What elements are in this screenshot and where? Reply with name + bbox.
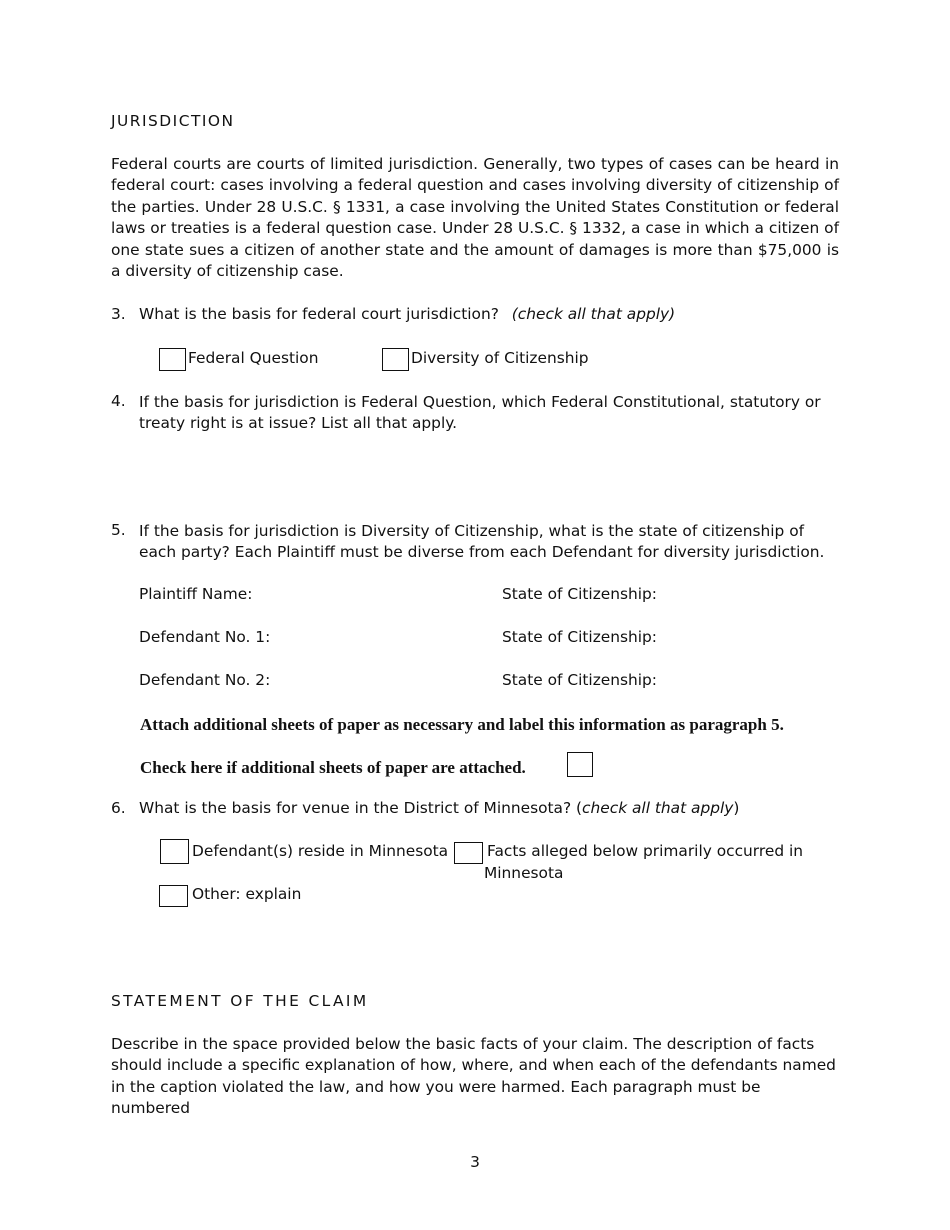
q6-question [139,799,739,817]
other-checkbox[interactable] [159,885,188,907]
attach-note: Attach additional sheets of paper as necessary and label this information as paragraph 5. [140,715,784,734]
federal-question-label: Federal Question [188,349,319,367]
q3-hint: (check all that apply) [511,305,676,323]
plaintiff-state-label: State of Citizenship: [502,585,657,603]
q4-text: If the basis for jurisdiction is Federal Question, which Federal Constitutional, statutory or treaty right is at issue? List all that apply. [139,393,821,433]
diversity-label: Diversity of Citizenship [411,349,589,367]
defendant2-state-label: State of Citizenship: [502,671,657,689]
q3-text: What is the basis for federal court jurisdiction? [139,305,499,323]
defendant1-label: Defendant No. 1: [139,628,271,646]
page-number: 3 [470,1153,480,1171]
jurisdiction-intro: Federal courts are courts of limited jurisdiction. Generally, two types of cases can be heard in federal court: cases involving a federal question and cases involving diversity of citizenship of the parties. Under 28 U.S.C. § 1331, a case involving the United States Constitution or federal laws or treaties is a federal question case. Under 28 U.S.C. § 1332, a case in which a citizen of one state sues a citizen of another state and the amount of damages is more than $75,000 is a diversity of citizenship case. [111,155,839,281]
defendant1-state-label: State of Citizenship: [502,628,657,646]
facts-occurred-label: Facts alleged below primarily occurred in [487,842,804,860]
defendants-reside-checkbox[interactable] [160,839,189,864]
q3-question [139,305,675,323]
claim-intro: Describe in the space provided below the basic facts of your claim. The description of facts should include a specific explanation of how, where, and when each of the defendants named in the caption violated the law, and how you were harmed. Each paragraph must be numbered [111,1035,836,1118]
q6-hint: check all that apply [582,799,734,817]
q6-text-end: ) [733,799,740,817]
defendants-reside-label: Defendant(s) reside in Minnesota [192,842,449,860]
other-label: Other: explain [192,885,302,903]
q4-number: 4. [111,392,126,410]
q3-number: 3. [111,305,126,323]
federal-question-checkbox[interactable] [159,348,186,371]
diversity-checkbox[interactable] [382,348,409,371]
jurisdiction-heading: JURISDICTION [111,112,235,130]
claim-heading: STATEMENT OF THE CLAIM [111,992,369,1010]
q6-number: 6. [111,799,126,817]
facts-occurred-checkbox[interactable] [454,842,483,864]
q5-text: If the basis for jurisdiction is Diversity of Citizenship, what is the state of citizenship of each party? Each Plaintiff must be diverse from each Defendant for diversity jurisdiction. [139,522,825,562]
attach-check-label: Check here if additional sheets of paper are attached. [140,758,526,777]
plaintiff-name-label: Plaintiff Name: [139,585,253,603]
q5-number: 5. [111,521,126,539]
facts-occurred-label-cont: Minnesota [484,864,564,882]
attached-sheets-checkbox[interactable] [567,752,593,777]
q6-text: What is the basis for venue in the District of Minnesota? ( [139,799,583,817]
defendant2-label: Defendant No. 2: [139,671,271,689]
